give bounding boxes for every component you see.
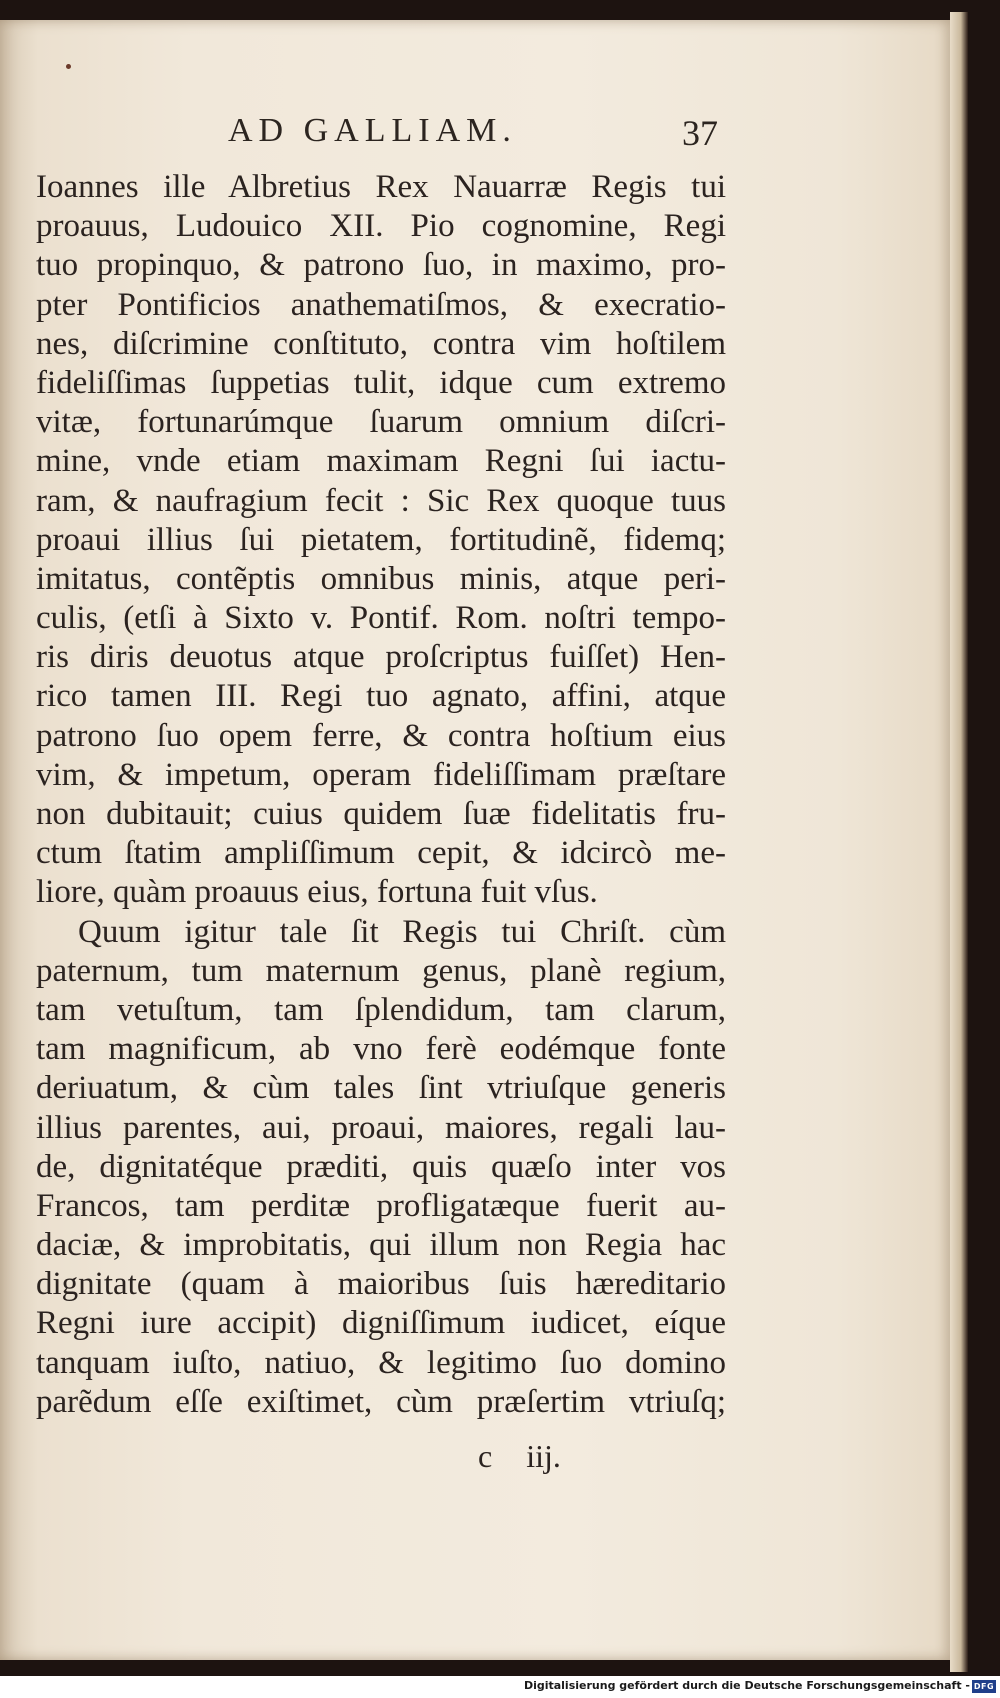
text-line: pter Pontificios anathematiſmos, & execratio- (36, 286, 726, 323)
text-line: patrono ſuo opem ferre, & contra hoſtium eius (36, 717, 726, 754)
signature-mark: c iij. (478, 1438, 561, 1474)
text-line: vitæ, fortunarúmque ſuarum omnium diſcri- (36, 404, 726, 441)
text-line: ctum ſtatim ampliſſimum cepit, & idcircò me- (36, 835, 726, 872)
text-line: tam vetuſtum, tam ſplendidum, tam clarum, (36, 991, 726, 1028)
text-line: imitatus, contẽptis omnibus minis, atque peri- (36, 560, 726, 597)
text-line: illius parentes, aui, proaui, maiores, regali lau- (36, 1109, 726, 1146)
footer-credit: Digitalisierung gefördert durch die Deutsche Forschungsgemeinschaft - (523, 1679, 970, 1692)
text-line: dignitate (quam à maioribus ſuis hæreditario (36, 1266, 726, 1303)
text-line: Quum igitur tale ſit Regis tui Chriſt. cùm (78, 913, 726, 950)
text-line: proauus, Ludouico XII. Pio cognomine, Regi (36, 208, 726, 245)
text-line: tanquam iuſto, natiuo, & legitimo ſuo domino (36, 1344, 726, 1381)
book-page (0, 20, 950, 1660)
text-line: tuo propinquo, & patrono ſuo, in maximo, pro- (36, 247, 726, 284)
text-line: deriuatum, & cùm tales ſint vtriuſque generis (36, 1070, 726, 1107)
text-line: de, dignitatéque præditi, quis quæſo inter vos (36, 1148, 726, 1185)
text-line: rico tamen III. Regi tuo agnato, affini, atque (36, 678, 726, 715)
text-line: vim, & impetum, operam fideliſſimam præſtare (36, 756, 726, 793)
page-edge (950, 12, 968, 1672)
text-line: Francos, tam perditæ profligatæque fuerit au- (36, 1187, 726, 1224)
text-line: non dubitauit; cuius quidem ſuæ fidelitatis fru- (36, 796, 726, 832)
body-text (36, 168, 726, 1422)
text-line: ris diris deuotus atque proſcriptus fuiſſet) Hen- (36, 639, 726, 676)
text-line: Ioannes ille Albretius Rex Nauarræ Regis tui (36, 169, 726, 205)
text-line: fideliſſimas ſuppetias tulit, idque cum extremo (36, 364, 726, 401)
text-line: paternum, tum maternum genus, planè regium, (36, 952, 726, 989)
text-line: liore, quàm proauus eius, fortuna fuit vſus. (36, 874, 598, 911)
text-line: ram, & naufragium fecit : Sic Rex quoque tuus (36, 482, 726, 519)
text-line: nes, diſcrimine conſtituto, contra vim hoſtilem (36, 325, 726, 362)
digitization-footer (0, 1676, 1000, 1698)
text-line: parẽdum eſſe exiſtimet, cùm præſertim vtriuſq; (36, 1383, 726, 1420)
text-line: tam magnificum, ab vno ferè eodémque fonte (36, 1031, 726, 1068)
text-line: culis, (etſi à Sixto v. Pontif. Rom. noſtri tempo- (36, 600, 726, 637)
text-line: mine, vnde etiam maximam Regni ſui iactu- (36, 443, 726, 480)
text-line: proaui illius ſui pietatem, fortitudinẽ, fidemq; (36, 521, 726, 558)
page-number: 37 (682, 113, 718, 153)
dfg-logo: DFG (973, 1682, 995, 1691)
text-line: Regni iure accipit) digniſſimum iudicet, eíque (36, 1305, 726, 1342)
text-line: daciæ, & improbitatis, qui illum non Regia hac (36, 1227, 726, 1264)
running-head: AD GALLIAM. (228, 112, 517, 149)
page-header (0, 112, 950, 162)
ink-speck (66, 64, 71, 69)
